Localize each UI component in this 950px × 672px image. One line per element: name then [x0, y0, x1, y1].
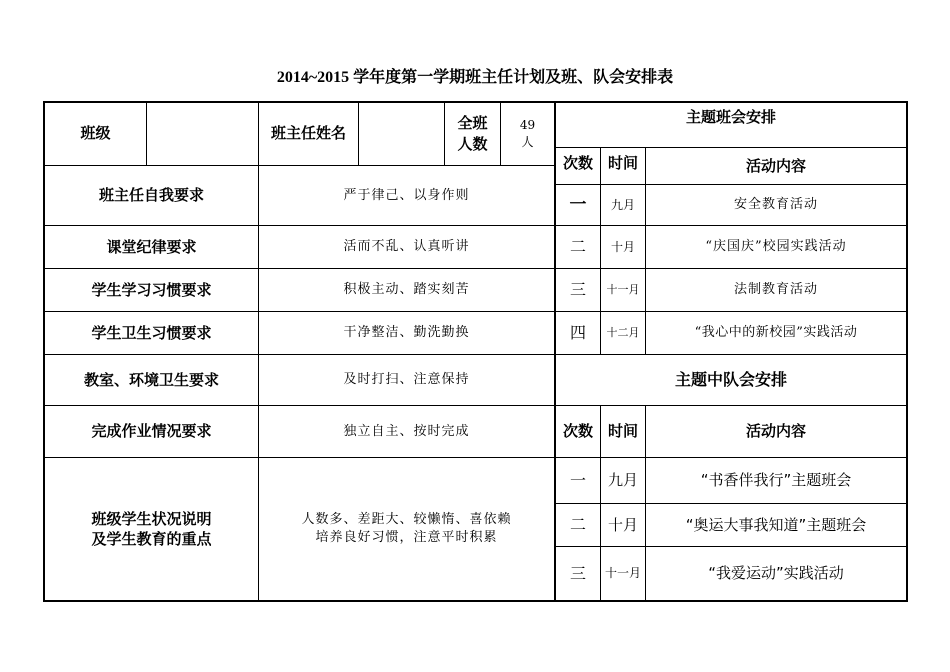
class-meeting-content: 安全教育活动 [733, 197, 818, 213]
requirement-value: 及时打扫、注意保持 [343, 372, 470, 388]
team-meeting-content: “奥运大事我知道”主题班会 [685, 515, 867, 534]
class-count-label [445, 102, 500, 165]
class-label: 班级 [80, 124, 111, 143]
team-meeting-time: 九月 [607, 471, 638, 490]
class-meeting-no: 四 [569, 323, 586, 343]
requirement-value: 活而不乱、认真听讲 [343, 239, 470, 255]
requirement-value: 严于律己、以身作则 [343, 187, 470, 203]
team-meeting-time: 十一月 [604, 566, 641, 581]
class-meeting-col-count: 次数 [562, 154, 593, 172]
teacher-label: 班主任姓名 [270, 124, 346, 143]
class-meeting-col-time: 时间 [607, 154, 638, 172]
class-count-unit: 人 [521, 134, 534, 149]
class-count-number: 49 [519, 118, 536, 133]
team-meeting-time: 十月 [607, 515, 638, 534]
class-meeting-no: 一 [569, 194, 587, 215]
teacher-value[interactable] [359, 102, 444, 165]
requirement-label: 课堂纪律要求 [106, 237, 197, 256]
team-meeting-col-time: 时间 [607, 422, 638, 441]
student-status-value-line2: 培养良好习惯，注意平时积累 [315, 530, 498, 545]
student-status-value-line1: 人数多、差距大、较懒惰、喜依赖 [301, 512, 512, 528]
team-meeting-content: “我爱运动”实践活动 [708, 564, 844, 583]
class-count-label-line2: 人数 [457, 134, 488, 153]
requirement-label: 班主任自我要求 [98, 186, 204, 205]
class-meeting-no: 二 [569, 237, 586, 257]
class-meeting-col-content: 活动内容 [745, 156, 806, 175]
team-meeting-col-count: 次数 [562, 422, 593, 441]
requirement-value: 干净整洁、勤洗勤换 [343, 325, 470, 341]
team-meeting-no: 一 [569, 470, 586, 490]
class-meeting-time: 九月 [610, 197, 635, 212]
requirement-value: 独立自主、按时完成 [343, 423, 470, 439]
class-count-value [501, 102, 554, 165]
page-title: 2014~2015 学年度第一学期班主任计划及班、队会安排表 [276, 69, 674, 86]
student-status-label-line1: 班级学生状况说明 [91, 509, 212, 528]
student-status-label-line2: 及学生教育的重点 [91, 530, 212, 548]
requirement-label: 学生学习习惯要求 [91, 280, 212, 299]
team-meeting-title: 主题中队会安排 [674, 370, 787, 390]
class-count-label-line1: 全班 [457, 114, 488, 133]
class-meeting-time: 十月 [610, 239, 635, 254]
requirement-label: 完成作业情况要求 [91, 422, 212, 441]
requirement-value: 积极主动、踏实刻苦 [343, 282, 470, 298]
class-meeting-time: 十二月 [606, 325, 640, 339]
class-meeting-title: 主题班会安排 [685, 107, 776, 126]
team-meeting-no: 二 [569, 515, 586, 535]
class-meeting-no: 三 [569, 280, 586, 300]
student-status-label [45, 458, 258, 600]
class-meeting-content: “我心中的新校园”实践活动 [694, 325, 858, 341]
requirement-label: 学生卫生习惯要求 [91, 323, 212, 342]
team-meeting-col-content: 活动内容 [745, 422, 806, 441]
team-meeting-no: 三 [569, 563, 586, 583]
class-meeting-time: 十一月 [606, 282, 640, 296]
class-value[interactable] [147, 102, 258, 165]
class-meeting-content: “庆国庆”校园实践活动 [705, 239, 847, 255]
requirement-label: 教室、环境卫生要求 [83, 370, 219, 389]
team-meeting-content: “书香伴我行”主题班会 [700, 471, 852, 490]
student-status-value [259, 458, 554, 600]
class-meeting-content: 法制教育活动 [733, 282, 818, 298]
